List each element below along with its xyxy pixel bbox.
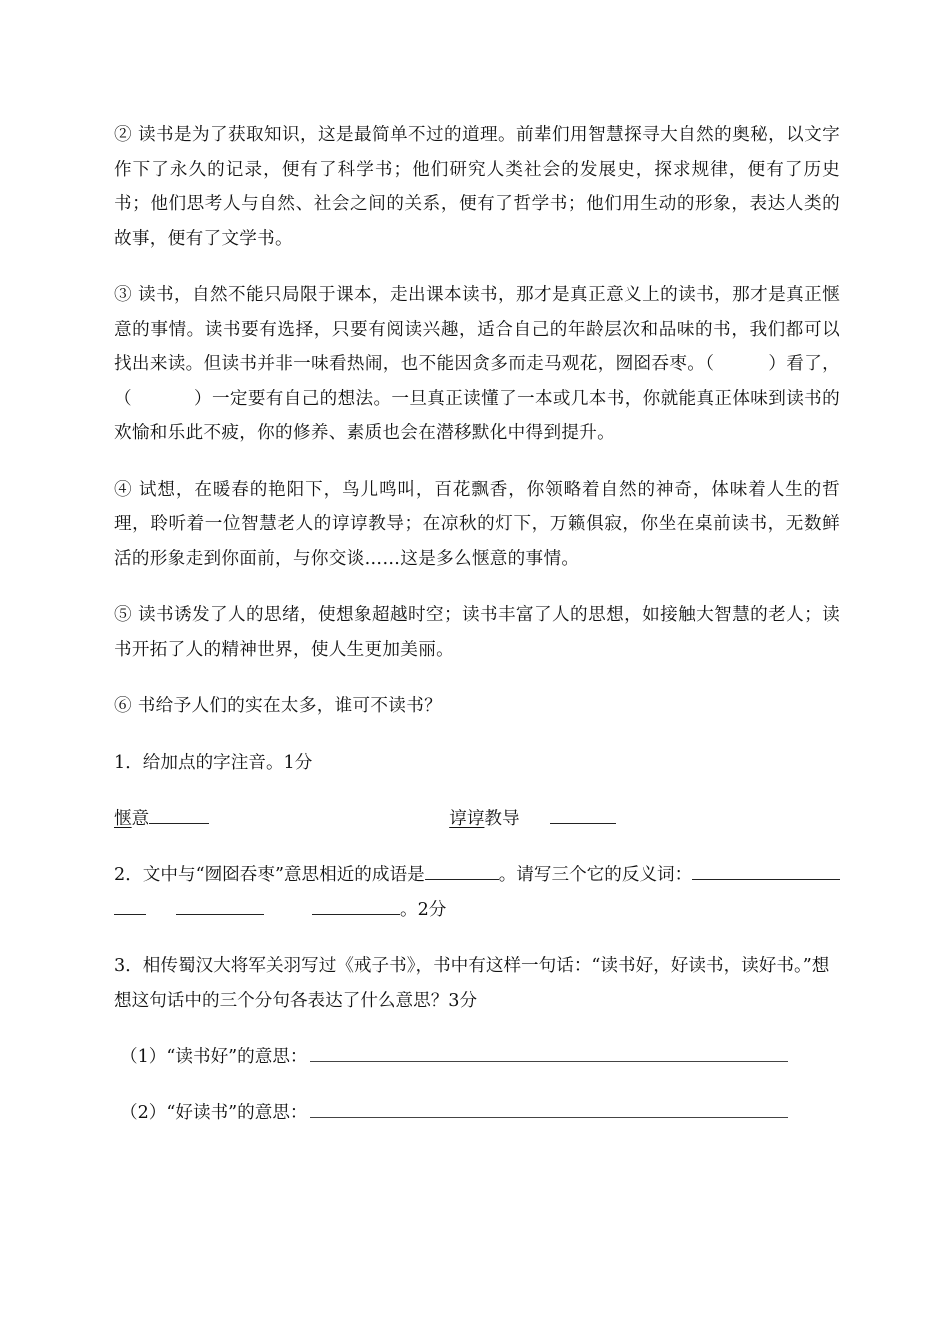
question-1-items bbox=[114, 802, 840, 836]
q3-sub-2 bbox=[120, 1096, 840, 1130]
q2-answer-blank-antonym-1a[interactable] bbox=[692, 861, 840, 880]
q2-suffix: 。2分 bbox=[400, 899, 447, 920]
q3-sub-1 bbox=[120, 1040, 840, 1074]
question-3-prompt: 3．相传蜀汉大将军关羽写过《戒子书》，书中有这样一句话：“读书好，好读书，读好书。”想想这句话中的三个分句各表达了什么意思？3分 bbox=[114, 956, 830, 1011]
question-1-prompt: 1．给加点的字注音。1分 bbox=[114, 752, 313, 773]
q2-answer-blank-synonym[interactable] bbox=[425, 861, 499, 880]
paragraph-3 bbox=[114, 278, 840, 451]
q1-item-2-dotted-chars: 谆谆 bbox=[449, 809, 485, 829]
paragraph-3-text-c: ）一定要有自己的想法。一旦真正读懂了一本或几本书，你就能真正体味到读书的欢愉和乐此不疲，你的修养、素质也会在潜移默化中得到提升。 bbox=[114, 388, 840, 443]
q3-sub-2-answer-line[interactable] bbox=[310, 1099, 788, 1118]
q1-item-1 bbox=[114, 802, 149, 836]
q2-answer-blank-antonym-3[interactable] bbox=[312, 895, 400, 914]
q2-prompt-b: 。请写三个它的反义词： bbox=[498, 865, 693, 885]
q1-item-2-rest: 教导 bbox=[484, 809, 520, 829]
paragraph-3-text-a: ③ 读书，自然不能只局限于课本，走出课本读书，那才是真正意义上的读书，那才是真正惬意的事情。读书要有选择，只要有阅读兴趣，适合自己的年龄层次和品味的书，我们都可以找出来读。但读书并非一味看热闹，也不能因贪多而走马观花，囫囵吞枣。（ bbox=[114, 285, 840, 374]
paragraph-5: ⑤ 读书诱发了人的思绪，使想象超越时空；读书丰富了人的思想，如接触大智慧的老人；读书开拓了人的精神世界，使人生更加美丽。 bbox=[114, 605, 840, 660]
q1-item-1-rest: 意 bbox=[131, 809, 150, 829]
paragraph-2: ② 读书是为了获取知识，这是最简单不过的道理。前辈们用智慧探寻大自然的奥秘，以文字作下了永久的记录，便有了科学书；他们研究人类社会的发展史，探求规律，便有了历史书；他们思考人与自然、社会之间的关系，便有了哲学书；他们用生动的形象，表达人类的故事，便有了文学书。 bbox=[114, 125, 840, 249]
q3-sub-1-label: （1）“读书好”的意思： bbox=[120, 1047, 308, 1067]
q3-sub-1-answer-line[interactable] bbox=[310, 1043, 788, 1062]
paragraph-3-text-b: ）看了，（ bbox=[114, 354, 841, 409]
q1-answer-blank-2[interactable] bbox=[550, 805, 616, 824]
q2-answer-blank-antonym-1b[interactable] bbox=[114, 895, 146, 914]
paragraph-6: ⑥ 书给予人们的实在太多，谁可不读书？ bbox=[114, 696, 442, 716]
document-page bbox=[114, 118, 840, 1152]
q2-answer-blank-antonym-2[interactable] bbox=[176, 895, 264, 914]
paragraph-4: ④ 试想，在暖春的艳阳下，鸟儿鸣叫，百花飘香，你领略着自然的神奇，体味着人生的哲理，聆听着一位智慧老人的谆谆教导；在凉秋的灯下，万籁俱寂，你坐在桌前读书，无数鲜活的形象走到你面前，与你交谈……这是多么惬意的事情。 bbox=[114, 479, 840, 569]
q1-item-2 bbox=[449, 802, 519, 836]
q3-sub-2-label: （2）“好读书”的意思： bbox=[120, 1103, 308, 1123]
question-2 bbox=[114, 858, 840, 927]
q1-item-1-dotted-char: 惬 bbox=[114, 809, 132, 829]
q2-prompt-a: 2．文中与“囫囵吞枣”意思相近的成语是 bbox=[114, 865, 425, 885]
q1-answer-blank-1[interactable] bbox=[149, 805, 209, 824]
